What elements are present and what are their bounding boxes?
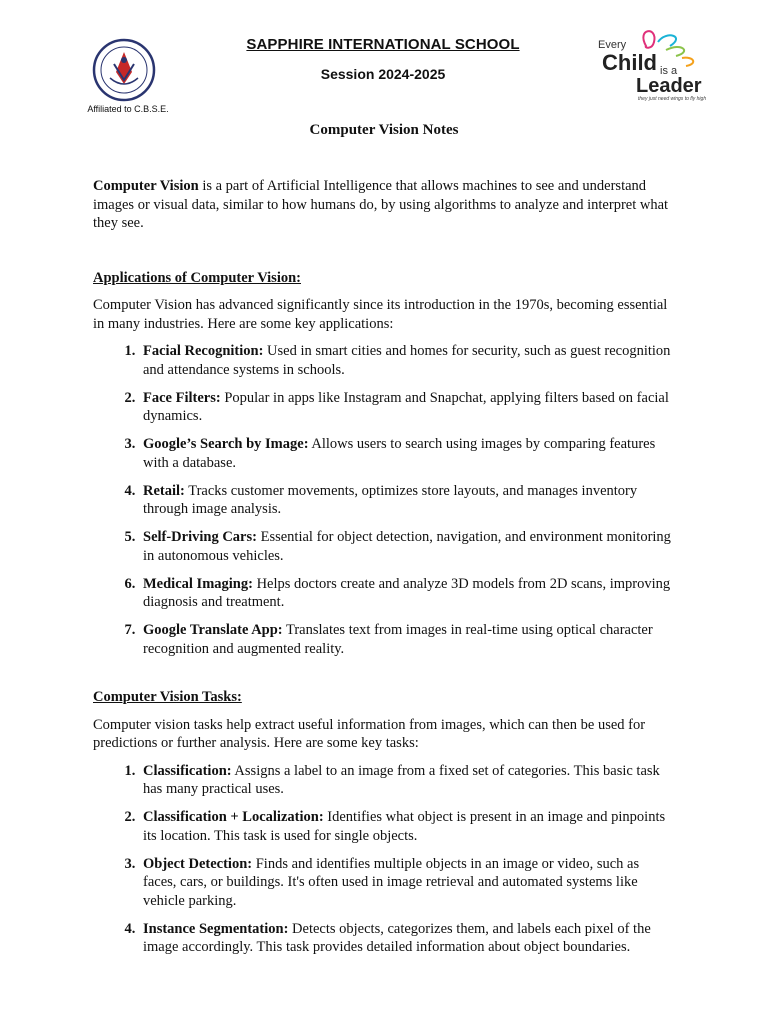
session-label: Session 2024-2025 [320,66,446,82]
item-text: Detects objects, categorizes them, and labels each pixel of the image accordingly. This task provides detailed information about object boundaries. [143,920,651,955]
list-item [139,762,673,799]
item-text: Helps doctors create and analyze 3D models from 2D scans, improving diagnosis and treatment. [143,575,671,610]
document-header [0,0,768,120]
list-item [139,342,673,379]
item-term: Google Translate App: [143,622,283,638]
tasks-intro: Computer vision tasks help extract useful information from images, which can then be used for predictions or further analysis. Here are some key tasks: [93,716,646,751]
item-term: Google’s Search by Image: [143,436,309,452]
document-title: Computer Vision Notes [309,122,459,138]
list-item [139,389,673,426]
list-item [139,482,673,519]
intro-paragraph [93,177,673,233]
tasks-list [93,762,673,957]
item-term: Medical Imaging: [143,575,253,592]
list-item [139,528,673,565]
list-item [139,435,673,472]
item-text: Translates text from images in real-time using optical character recognition and augmented reality. [143,622,653,657]
intro-text: is a part of Artificial Intelligence that allows machines to see and understand images or visual data, similar to how humans do, by using algorithms to analyze and interpret what they see. [93,178,669,231]
list-item [139,808,673,845]
item-term: Object Detection: [143,855,253,872]
applications-list [93,342,673,658]
logo-child: Child [602,50,657,75]
list-item [139,920,673,957]
item-text: Essential for object detection, navigation, and environment monitoring in autonomous vehicles. [143,529,671,564]
item-term: Facial Recognition: [143,343,264,359]
item-term: Classification: [143,762,232,779]
item-term: Face Filters: [143,389,221,406]
item-text: Assigns a label to an image from a fixed set of categories. This basic task has many practical uses. [143,762,660,797]
applications-intro: Computer Vision has advanced significantly since its introduction in the 1970s, becoming essential in many industries. Here are some key applications: [93,297,668,332]
intro-term: Computer Vision [93,178,199,194]
item-text: Tracks customer movements, optimizes store layouts, and manages inventory through image analysis. [143,482,638,517]
item-term: Classification + Localization: [143,809,324,825]
document-body [93,177,673,966]
item-text: Used in smart cities and homes for security, such as guest recognition and attendance systems in schools. [143,343,671,378]
logo-is-a: is a [660,65,678,77]
applications-heading: Applications of Computer Vision: [93,269,301,286]
item-term: Self-Driving Cars: [143,529,257,545]
logo-tagline: they just need wings to fly high [638,96,707,102]
logo-leader: Leader [636,75,702,97]
item-text: Popular in apps like Instagram and Snapchat, applying filters based on facial dynamics. [143,389,669,424]
item-text: Allows users to search using images by comparing features with a database. [143,436,656,471]
item-text: Identifies what object is present in an image and pinpoints its location. This task is used for single objects. [143,809,666,844]
tasks-heading: Computer Vision Tasks: [93,689,242,705]
list-item [139,575,673,612]
school-seal-icon [92,38,156,102]
list-item [139,621,673,658]
affiliation-label: Affiliated to C.B.S.E. [87,104,169,114]
every-child-is-a-leader-logo-icon [596,28,716,102]
school-name: SAPPHIRE INTERNATIONAL SCHOOL [246,36,520,53]
logo-every: Every [598,39,627,51]
list-item [139,855,673,911]
item-term: Retail: [143,482,185,499]
item-text: Finds and identifies multiple objects in an image or video, such as faces, cars, or buildings. It's often used in image retrieval and automated systems like vehicle parking. [143,855,640,909]
item-term: Instance Segmentation: [143,920,289,937]
